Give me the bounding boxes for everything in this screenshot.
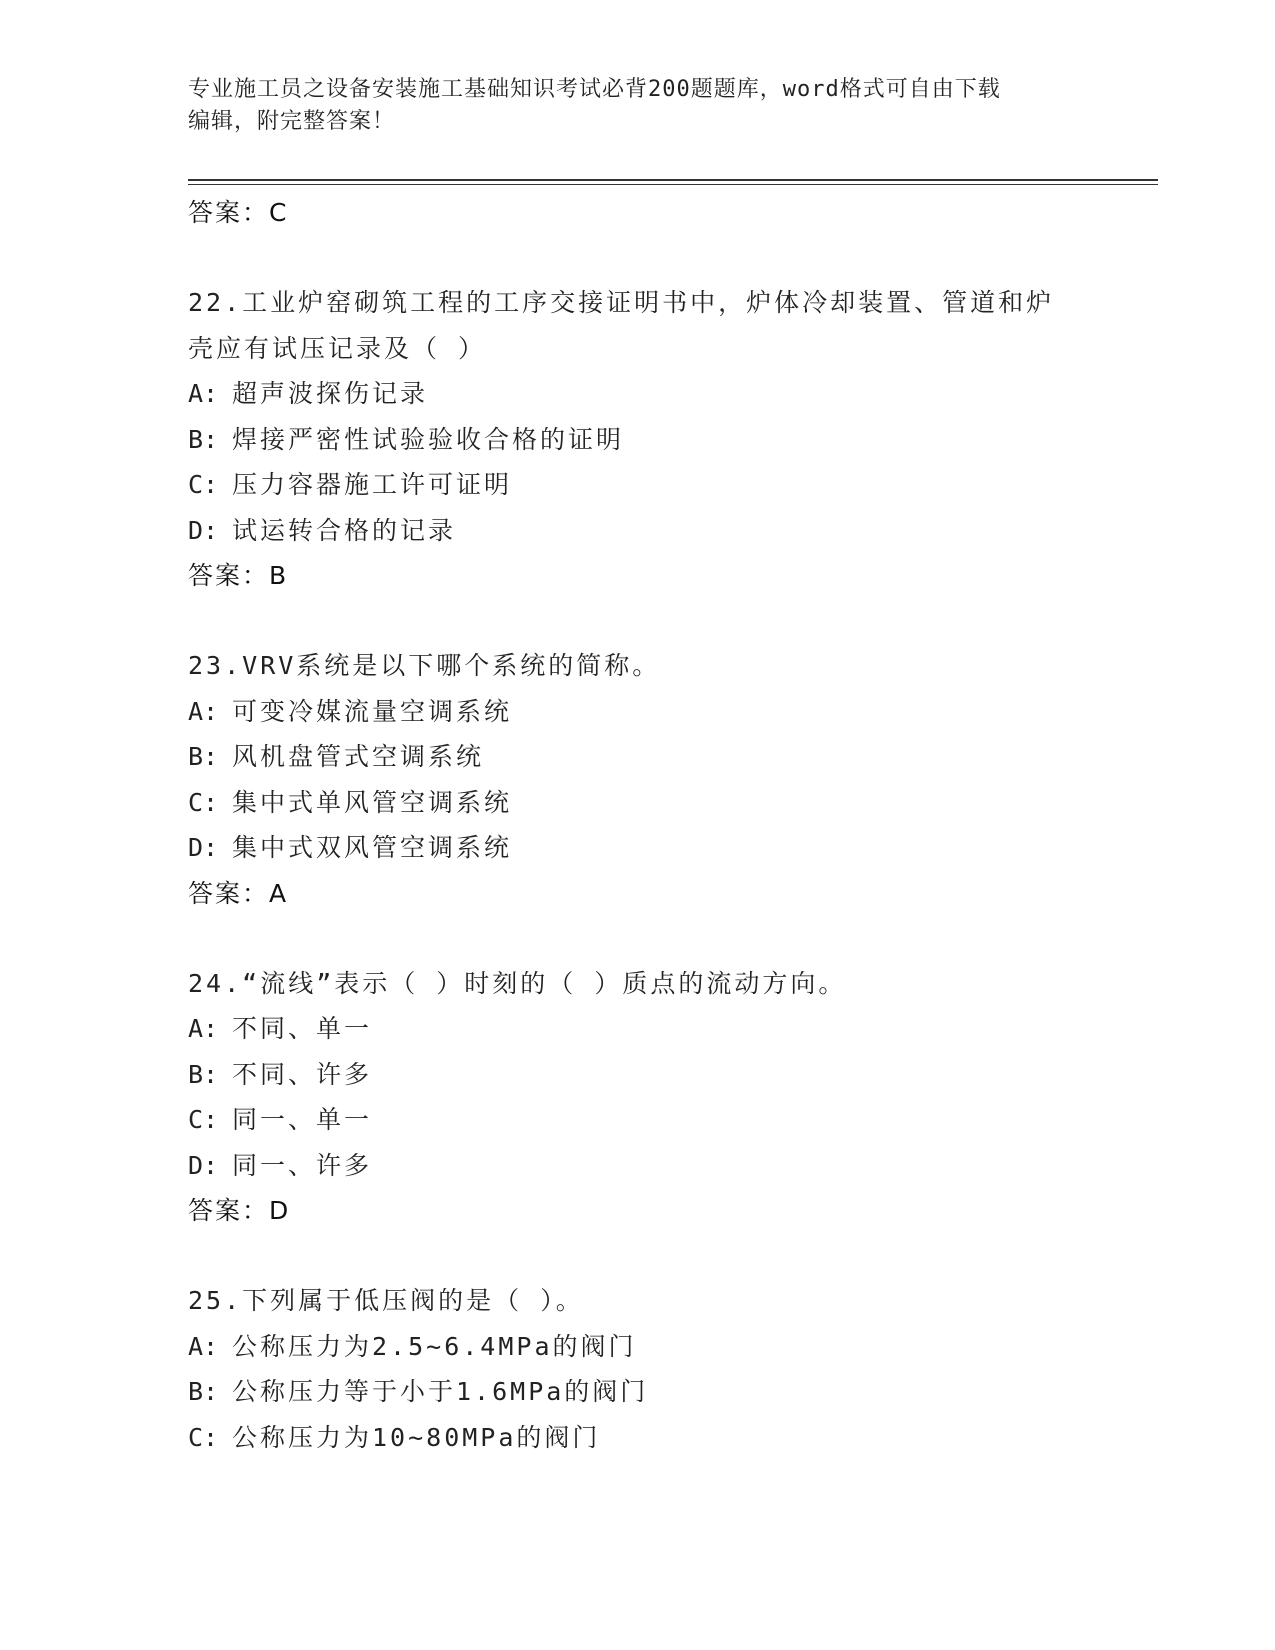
option-key: D: — [188, 833, 219, 862]
option-a — [188, 1324, 1128, 1370]
question-24 — [188, 961, 1128, 1235]
question-22 — [188, 280, 1128, 599]
option-key: C: — [188, 1105, 219, 1134]
option-key: A: — [188, 696, 219, 726]
option-c — [188, 1097, 1128, 1143]
option-key: B: — [188, 1059, 219, 1089]
option-c — [188, 462, 1128, 508]
option-text: 集中式单风管空调系统 — [232, 787, 513, 817]
header-divider-thin — [188, 184, 1158, 185]
option-b — [188, 1369, 1128, 1415]
option-a — [188, 1006, 1128, 1052]
option-key: D: — [188, 515, 219, 545]
answer-line — [188, 553, 1128, 599]
answer-label: 答案： — [188, 1196, 270, 1225]
option-key: C: — [188, 1422, 219, 1452]
option-text: 风机盘管式空调系统 — [232, 742, 485, 771]
answer-value: D — [269, 1196, 289, 1225]
option-text: 试运转合格的记录 — [232, 515, 457, 545]
option-text: 可变冷媒流量空调系统 — [232, 696, 513, 726]
option-text: 同一、单一 — [232, 1105, 373, 1134]
question-stem-line: 壳应有试压记录及（ ） — [188, 333, 487, 363]
answer-value: C — [269, 198, 287, 227]
option-key: A: — [188, 1331, 219, 1361]
question-23 — [188, 643, 1128, 917]
option-d — [188, 825, 1128, 871]
option-c — [188, 1415, 1128, 1461]
option-key: B: — [188, 424, 219, 454]
option-key: C: — [188, 470, 219, 499]
option-b — [188, 734, 1128, 780]
option-key: C: — [188, 787, 219, 817]
option-text: 同一、许多 — [232, 1150, 373, 1180]
header-divider-thick — [188, 179, 1158, 181]
answer-label: 答案： — [188, 878, 270, 908]
option-text: 超声波探伤记录 — [232, 379, 429, 408]
option-key: A: — [188, 1014, 219, 1043]
answer-label: 答案： — [188, 198, 270, 227]
option-key: A: — [188, 379, 219, 408]
option-key: D: — [188, 1150, 219, 1180]
option-text: 压力容器施工许可证明 — [232, 470, 513, 499]
option-key: B: — [188, 1377, 219, 1406]
answer-line — [188, 1188, 1128, 1234]
option-c — [188, 780, 1128, 826]
option-text: 公称压力为10~80MPa的阀门 — [232, 1422, 601, 1452]
question-25 — [188, 1278, 1128, 1460]
option-text: 集中式双风管空调系统 — [232, 833, 513, 862]
option-d — [188, 508, 1128, 554]
option-text: 焊接严密性试验验收合格的证明 — [232, 424, 625, 454]
header-line-2: 编辑，附完整答案！ — [188, 109, 396, 134]
header-line-1: 专业施工员之设备安装施工基础知识考试必背200题题库，word格式可自由下载 — [188, 77, 1001, 102]
question-stem-line: 24.“流线”表示（ ）时刻的（ ）质点的流动方向。 — [188, 968, 847, 998]
answer-value: B — [269, 561, 287, 590]
answer-line — [188, 190, 1128, 236]
option-key: B: — [188, 742, 219, 771]
option-text: 不同、单一 — [232, 1014, 373, 1043]
question-list — [188, 190, 1128, 1460]
option-b — [188, 417, 1128, 463]
option-a — [188, 371, 1128, 417]
option-text: 公称压力等于小于1.6MPa的阀门 — [232, 1377, 649, 1406]
option-text: 公称压力为2.5~6.4MPa的阀门 — [232, 1331, 637, 1361]
option-d — [188, 1143, 1128, 1189]
document-header — [188, 74, 1088, 138]
question-stem-line: 25.下列属于低压阀的是（ ）。 — [188, 1286, 584, 1315]
answer-value: A — [269, 878, 287, 908]
option-b — [188, 1052, 1128, 1098]
option-text: 不同、许多 — [232, 1059, 373, 1089]
question-stem-line: 22.工业炉窑砌筑工程的工序交接证明书中，炉体冷却装置、管道和炉 — [188, 288, 1055, 317]
question-stem-line: 23.VRV系统是以下哪个系统的简称。 — [188, 651, 661, 680]
answer-line — [188, 871, 1128, 917]
option-a — [188, 689, 1128, 735]
answer-label: 答案： — [188, 561, 270, 590]
